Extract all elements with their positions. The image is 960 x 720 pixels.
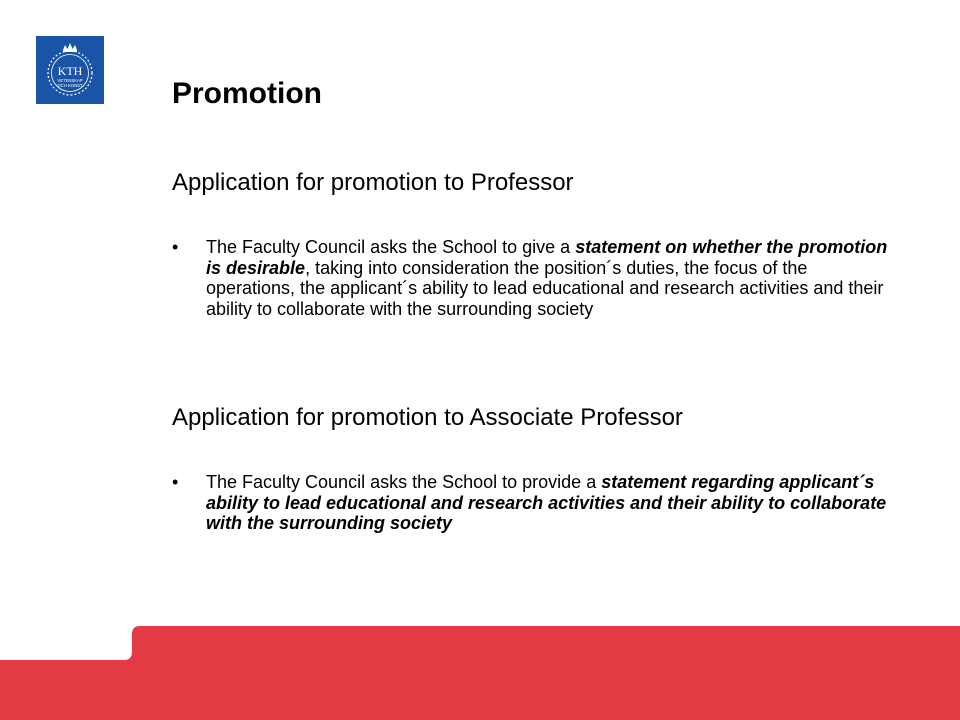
section-heading-professor: Application for promotion to Professor <box>172 169 574 196</box>
bullet-text-part: , taking into consideration the position´s duties, the focus of the operations, the applicant´s ability to lead educational and research activities and their ability to collaborate with the surrounding society <box>206 257 884 319</box>
logo-text-line3: OCH KONST <box>57 83 83 88</box>
bullet-text <box>206 472 892 534</box>
logo-text-line2: VETENSKAP <box>57 78 83 83</box>
bullet-emphasis: statement on whether the promotion is desirable <box>206 237 888 278</box>
bullet-associate-professor <box>172 472 892 534</box>
bullet-text <box>206 237 892 319</box>
logo-text-kth: KTH <box>57 64 83 78</box>
kth-logo <box>36 36 104 104</box>
bullet-text-part: The Faculty Council asks the School to give a <box>206 237 576 257</box>
bullet-mark: • <box>172 472 179 492</box>
bullet-professor <box>172 237 892 319</box>
bullet-text-part: The Faculty Council asks the School to provide a <box>206 472 602 492</box>
kth-logo-icon <box>36 36 104 104</box>
bullet-emphasis: statement regarding applicant´s ability to lead educational and research activities and their ability to collaborate with the surrounding society <box>206 472 887 533</box>
slide-title: Promotion <box>172 77 322 110</box>
bullet-mark: • <box>172 237 179 257</box>
section-heading-associate-professor: Application for promotion to Associate Professor <box>172 404 683 431</box>
